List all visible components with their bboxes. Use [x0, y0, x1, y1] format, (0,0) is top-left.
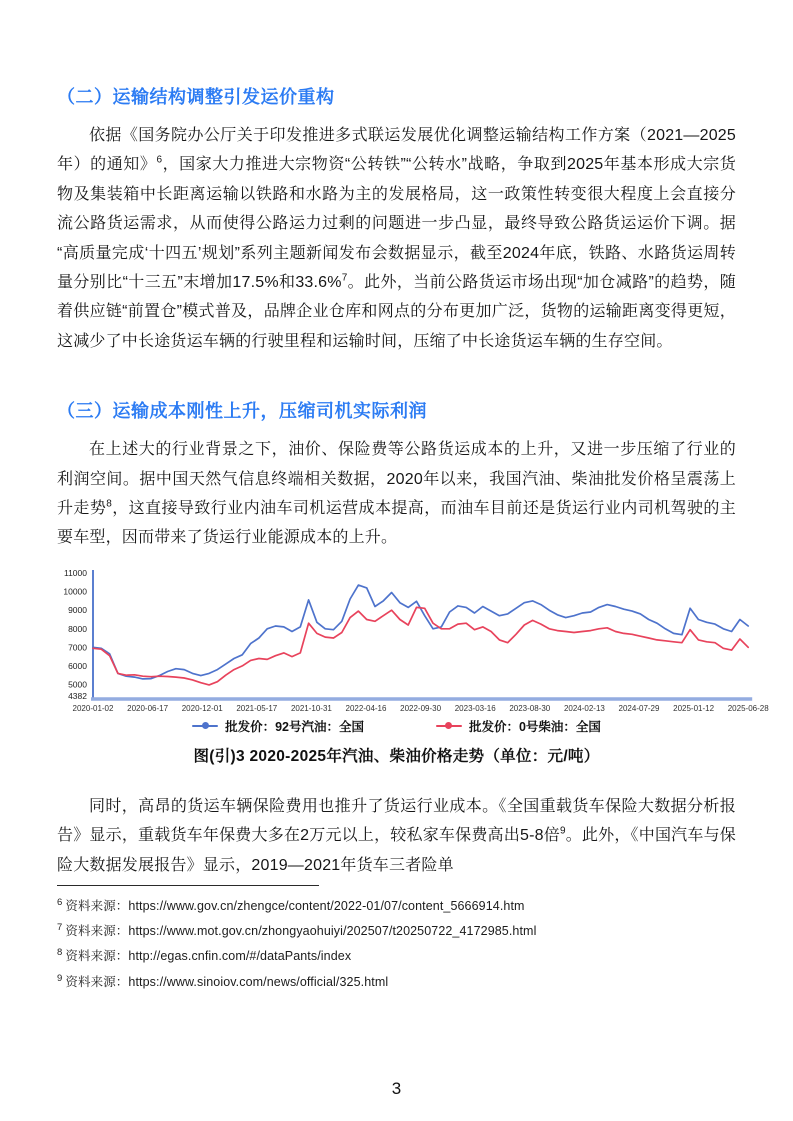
footnote-number: 6	[57, 897, 63, 909]
x-tick-label: 2024-02-13	[563, 703, 605, 713]
paragraph-cost-rise	[57, 435, 736, 553]
footnote-item	[57, 942, 736, 967]
footnote-source-label: 资料来源：	[65, 974, 129, 989]
x-tick-label: 2024-07-29	[618, 703, 660, 713]
section-heading-3: （三）运输成本刚性上升，压缩司机实际利润	[57, 401, 427, 422]
footnote-marker: 8	[106, 498, 113, 510]
footnote-number: 7	[57, 922, 63, 934]
legend-label-gasoline: 批发价：92号汽油：全国	[225, 719, 364, 734]
footnote-item	[57, 917, 736, 942]
y-tick-label: 5000	[68, 679, 87, 690]
footnote-separator	[57, 885, 319, 886]
y-tick-label: 4382	[68, 690, 87, 701]
paragraph-text: 同时，高昂的货运车辆保险费用也推升了货运行业成本。《全国重载货车保险大数据分析报告》显示，重载货车年保费大多在2万元以上，较私家车保费高出5-8倍	[57, 797, 736, 845]
paragraph-text: 依据《国务院办公厅关于印发推进多式联运发展优化调整运输结构工作方案（2021—2025年）的通知》	[57, 127, 736, 174]
footnote-url: https://www.gov.cn/zhengce/content/2022-01/07/content_5666914.htm	[128, 899, 525, 914]
y-tick-label: 10000	[63, 586, 87, 597]
y-tick-label: 6000	[68, 660, 87, 671]
x-tick-label: 2023-03-16	[454, 703, 496, 713]
y-tick-label: 7000	[68, 642, 87, 653]
footnote-source-label: 资料来源：	[65, 899, 129, 914]
paragraph-text: 。此外，当前公路货运市场出现“加仓减路”的趋势，随着供应链“前置仓”模式普及，品牌企业仓库和网点的分布更加广泛，货物的运输距离变得更短，这减少了中长途货运车辆的行驶里程和运输时间，压缩了中长途货运车辆的生存空间。	[57, 274, 736, 350]
legend-item-diesel	[436, 717, 601, 735]
footnote-number: 8	[57, 947, 63, 959]
fuel-price-line-chart	[57, 561, 769, 713]
y-tick-label: 9000	[68, 605, 87, 616]
paragraph-text: ，这直接导致行业内油车司机运营成本提高，而油车目前还是货运行业内司机驾驶的主要车型，因而带来了货运行业能源成本的上升。	[57, 500, 736, 547]
footnote-marker: 6	[156, 155, 163, 167]
x-tick-label: 2023-08-30	[509, 703, 551, 713]
footnote-item	[57, 892, 736, 917]
footnote-marker: 7	[341, 272, 348, 284]
x-tick-label: 2025-06-28	[727, 703, 769, 713]
gasoline-price-line	[93, 585, 748, 679]
x-tick-label: 2021-10-31	[290, 703, 332, 713]
chart-caption: 图(引)3 2020-2025年汽油、柴油价格走势（单位：元/吨）	[193, 747, 600, 765]
y-tick-label: 8000	[68, 623, 87, 634]
x-tick-label: 2022-04-16	[345, 703, 387, 713]
footnote-number: 9	[57, 972, 63, 984]
page-number: 3	[391, 1079, 402, 1098]
footnotes	[57, 885, 736, 993]
x-tick-label: 2020-01-02	[72, 703, 114, 713]
paragraph-transport-structure	[57, 121, 736, 356]
footnote-source-label: 资料来源：	[65, 924, 129, 939]
legend-item-gasoline	[192, 717, 364, 735]
footnote-marker: 9	[559, 825, 566, 837]
y-tick-label: 11000	[63, 567, 87, 578]
x-tick-label: 2022-09-30	[400, 703, 442, 713]
legend-label-diesel: 批发价：0号柴油：全国	[468, 719, 601, 734]
footnote-url: http://egas.cnfin.com/#/dataPants/index	[128, 949, 352, 964]
fuel-price-chart-figure	[57, 561, 769, 766]
footnote-url: https://www.mot.gov.cn/zhongyaohuiyi/202507/t20250722_4172985.html	[128, 924, 537, 939]
paragraph-text: 在上述大的行业背景之下，油价、保险费等公路货运成本的上升，又进一步压缩了行业的利润空间。据中国天然气信息终端相关数据，2020年以来，我国汽油、柴油批发价格呈震荡上升走势	[57, 441, 736, 518]
x-tick-label: 2020-12-01	[181, 703, 223, 713]
x-tick-label: 2020-06-17	[127, 703, 169, 713]
footnote-list	[57, 892, 736, 993]
x-tick-label: 2025-01-12	[673, 703, 715, 713]
section-heading-2: （二）运输结构调整引发运价重构	[57, 87, 335, 107]
chart-legend	[57, 717, 736, 735]
footnote-item	[57, 968, 736, 993]
legend-marker-diesel-icon	[436, 722, 462, 729]
paragraph-insurance-cost	[57, 792, 736, 880]
paragraph-text: 。此外，《中国汽车与保险大数据发展报告》显示，2019—2021年货车三者险单	[57, 827, 737, 874]
paragraph-text: ，国家大力推进大宗物资“公转铁”“公转水”战略，争取到2025年基本形成大宗货物及集装箱中长距离运输以铁路和水路为主的发展格局，这一政策性转变很大程度上会直接分流公路货运需求，从而使得公路运力过剩的问题进一步凸显，最终导致公路货运运价下调。据“高质量完成‘十四五’规划”系列主题新闻发布会数据显示，截至2024年底，铁路、水路货运周转量分别比“十三五”末增加17.5%和33.6%	[57, 156, 736, 292]
legend-marker-gasoline-icon	[192, 722, 218, 729]
x-tick-label: 2021-05-17	[236, 703, 278, 713]
footnote-source-label: 资料来源：	[65, 949, 129, 964]
footnote-url: https://www.sinoiov.com/news/official/325.html	[128, 974, 389, 989]
